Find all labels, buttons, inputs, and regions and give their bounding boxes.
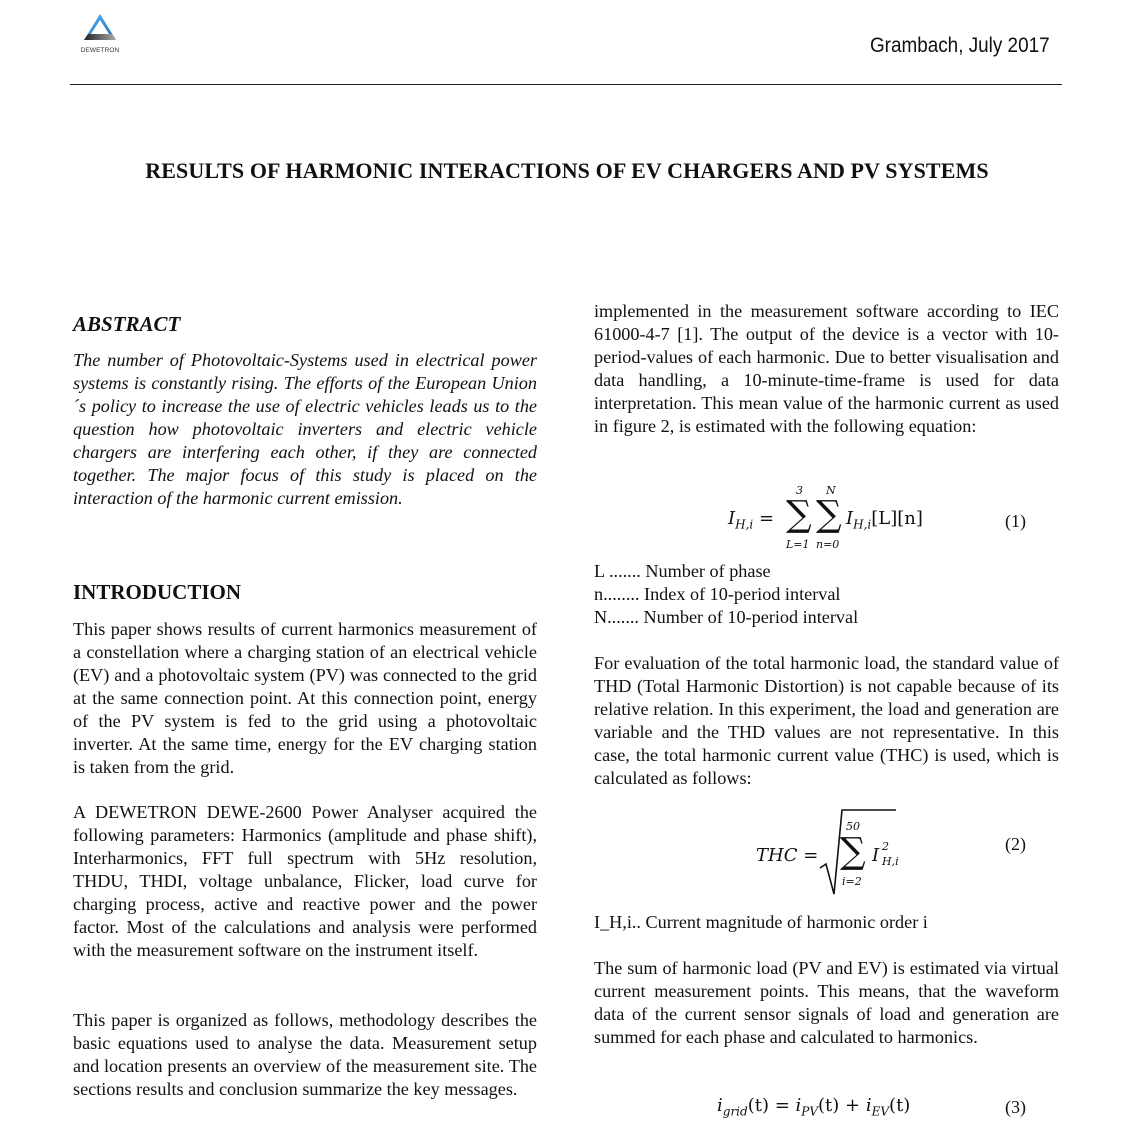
eq1-rhs	[846, 508, 923, 532]
eq2-definition	[594, 911, 1059, 934]
dewetron-triangle-icon	[82, 12, 118, 44]
eq1-lhs-sub: H,i	[735, 517, 754, 532]
eq2-sum-top: 50	[846, 820, 860, 833]
introduction-heading: INTRODUCTION	[73, 580, 242, 604]
intro-text-3: This paper is organized as follows, methodology describes the basic equations used to analyse the data. Measurement setup and location presents an overview of the measurement site. The sections results and conclusion summarize the key messages.	[73, 1010, 537, 1099]
eq1-rhs-sub: H,i	[853, 517, 872, 532]
definition-n: n........ Index of 10-period interval	[594, 584, 841, 604]
intro-paragraph-1	[73, 618, 537, 779]
eq3-i-grid: i	[717, 1095, 723, 1116]
intro-text-2: A DEWETRON DEWE-2600 Power Analyser acquired the following parameters: Harmonics (amplitude and phase shift), Interharmonics, FFT full spectrum with 5Hz resolution, THDU, THDI, voltage unbalance, Flicker, load curve for charging process, active and reactive power and the power factor. Most of the calculations and analysis were performed with the measurement software on the instrument itself.	[73, 802, 537, 960]
logo-text: DEWETRON	[80, 47, 120, 54]
eq2-sum-bottom: i=2	[842, 875, 862, 888]
dewetron-logo	[76, 12, 124, 58]
methodology-text-2: For evaluation of the total harmonic load, the standard value of THD (Total Harmonic Distortion) is not capable because of its relative relation. In this experiment, the load and generation are variable and the THD values are not representative. In this case, the total harmonic current value (THC) is used, which is calculated as follows:	[594, 653, 1059, 788]
eq2-sum: ∑	[840, 831, 866, 872]
eq1-sum1-bottom: L=1	[786, 538, 810, 551]
eq1-sum2-bottom: n=0	[816, 538, 840, 551]
intro-text-1: This paper shows results of current harmonics measurement of a constellation where a charging station of an electrical vehicle (EV) and a photovoltaic system (PV) was connected to the grid at the same connection point. At this connection point, energy of the PV system is fed to the grid using a photovoltaic inverter. At the same time, energy for the EV charging station is taken from the grid.	[73, 619, 537, 777]
eq3-grid-sub: grid	[722, 1104, 748, 1119]
eq1-sum1-top: 3	[796, 484, 803, 497]
eq3-part-2: (t) +	[818, 1095, 866, 1116]
header-divider	[70, 84, 1062, 85]
definition-N: N....... Number of 10-period interval	[594, 607, 859, 627]
eq1-definitions	[594, 560, 858, 629]
intro-paragraph-2	[73, 801, 537, 962]
definition-L: L ....... Number of phase	[594, 561, 771, 581]
abstract-text	[73, 349, 537, 510]
eq3-part-3: (t)	[889, 1095, 911, 1116]
eq1-sum2-top: N	[826, 484, 836, 497]
eq1-rhs-tail: [L][n]	[871, 508, 923, 529]
eq1-number: (1)	[1005, 511, 1026, 531]
eq3-pv-sub: PV	[801, 1104, 819, 1119]
eq1-lhs-symbol: I	[728, 508, 736, 529]
paper-title: RESULTS OF HARMONIC INTERACTIONS OF EV CHARGERS AND PV SYSTEMS	[145, 158, 989, 183]
methodology-paragraph-2	[594, 652, 1059, 790]
methodology-paragraph-3	[594, 957, 1059, 1049]
eq1-rhs-symbol: I	[846, 508, 854, 529]
abstract-paragraph: The number of Photovoltaic-Systems used in electrical power systems is constantly rising. The efforts of the European Union´s policy to increase the use of electric vehicles leads us to the question how photovoltaic inverters and electric vehicle chargers are interfering each other, if they are connected together. The major focus of this study is placed on the interaction of the harmonic current emission.	[73, 350, 537, 508]
equation-3	[717, 1095, 910, 1119]
eq2-lhs: THC =	[756, 845, 819, 866]
methodology-text-1: implemented in the measurement software according to IEC 61000-4-7 [1]. The output of the device is a vector with 10-period-values of each harmonic. Due to better visualisation and data handling, a 10-minute-time-frame is used for data interpretation. This mean value of the harmonic current as used in figure 2, is estimated with the following equation:	[594, 301, 1059, 436]
eq1-sum-1: ∑	[786, 494, 812, 535]
eq2-definition-text: I_H,i.. Current magnitude of harmonic order i	[594, 912, 928, 932]
eq2-number: (2)	[1005, 834, 1026, 854]
eq2-term: I	[872, 845, 880, 866]
eq2-term-sup: 2	[882, 840, 889, 853]
abstract-heading: ABSTRACT	[73, 312, 181, 336]
eq1-lhs: $I_{H,i}$ =	[728, 508, 775, 532]
eq3-number: (3)	[1005, 1097, 1026, 1117]
intro-paragraph-3	[73, 1009, 537, 1101]
eq3-part-1: (t) =	[747, 1095, 796, 1116]
eq3-i-pv: i	[795, 1095, 802, 1116]
methodology-paragraph-1	[594, 300, 1059, 438]
eq2-term-sub: H,i	[882, 855, 899, 868]
methodology-text-3: The sum of harmonic load (PV and EV) is estimated via virtual current measurement points. This means, that the waveform data of the current sensor signals of load and generation are summed for each phase and calculated to harmonics.	[594, 958, 1059, 1047]
eq1-sum-2: ∑	[816, 494, 842, 535]
eq3-ev-sub: EV	[871, 1104, 890, 1119]
eq3-i-ev: i	[865, 1095, 872, 1116]
header-place-date: Grambach, July 2017	[870, 34, 1050, 57]
